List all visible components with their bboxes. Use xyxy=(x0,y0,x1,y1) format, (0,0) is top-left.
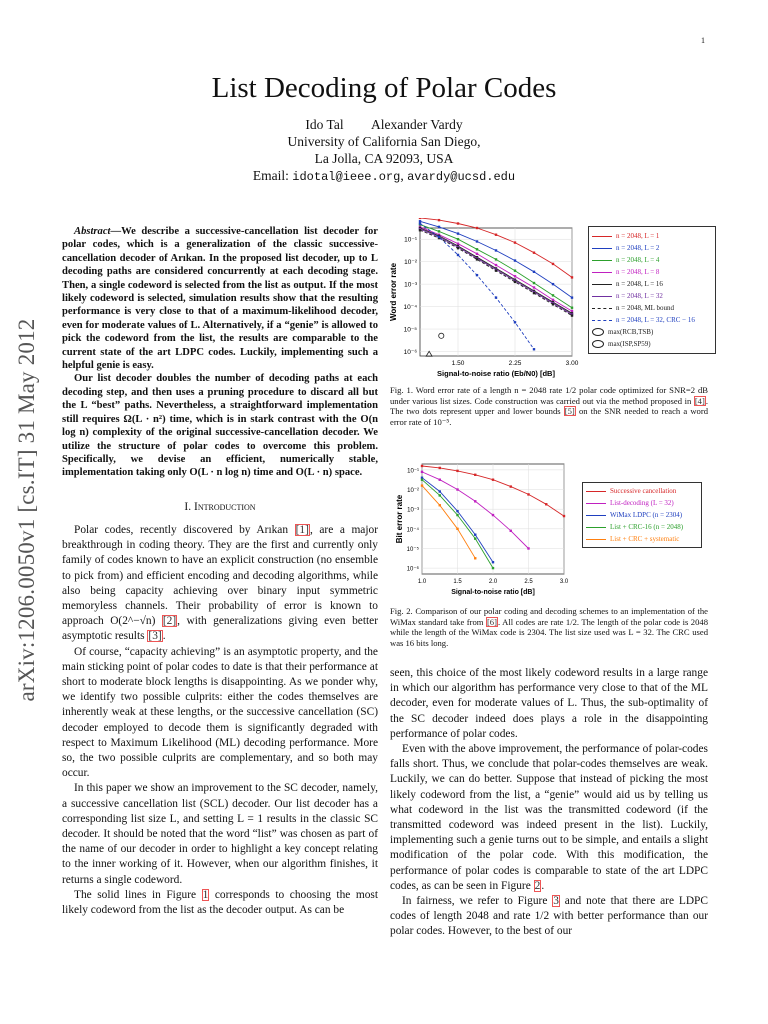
x-tick-label: 3.0 xyxy=(559,579,569,585)
data-point xyxy=(571,314,573,316)
data-point xyxy=(571,307,573,309)
data-point xyxy=(571,296,573,298)
data-point xyxy=(474,534,476,536)
citation-link[interactable]: [4] xyxy=(694,395,705,406)
abstract-lead: Abstract xyxy=(74,226,111,237)
section-heading: I. Introduction xyxy=(184,500,256,513)
series-line xyxy=(422,472,529,549)
y-tick-label: 10⁻³ xyxy=(407,507,419,514)
data-point xyxy=(421,484,423,486)
body-paragraph xyxy=(390,742,708,894)
x-tick-label: 1.0 xyxy=(417,579,427,585)
x-tick-label: 3.00 xyxy=(565,360,579,367)
legend-label: n = 2048, L = 1 xyxy=(616,232,660,240)
legend-entry xyxy=(589,266,715,278)
data-point xyxy=(439,479,441,481)
email-line xyxy=(0,167,768,186)
data-point xyxy=(457,247,459,249)
legend-entry xyxy=(589,302,715,314)
data-point xyxy=(563,515,565,517)
data-point xyxy=(527,547,529,549)
data-point xyxy=(495,269,497,271)
legend-entry xyxy=(583,533,701,545)
x-tick-label: 2.25 xyxy=(508,360,522,367)
data-point xyxy=(495,249,497,251)
legend-entry xyxy=(583,521,701,533)
data-point xyxy=(492,567,494,569)
bound-point xyxy=(426,351,432,356)
text-run: , with generalizations giving even better asymptotic results xyxy=(62,615,378,643)
plot-frame xyxy=(420,228,572,356)
text-run: on the SNR needed to reach a word error rate of 10⁻⁵. xyxy=(390,406,708,427)
legend-label: n = 2048, ML bound xyxy=(616,304,674,312)
y-tick-label: 10⁻⁵ xyxy=(406,546,419,553)
body-paragraph: Of course, “capacity achieving” is an asymptotic property, and the main sticking point of polar codes to date is that their performance at short to moderate block lengths is disappointing. As we ponder why, we identify two possible culprits: either the codes themselves are inherently weak at these lengths, or the successive cancellation (SC) decoder employed to decode them is significantly degraded with respect to Maximum Likelihood (ML) decoding performance. More so, the two possible culprits are complementary, and so both may occur. xyxy=(62,645,378,780)
x-axis-label: Signal-to-noise ratio (Eb/N0) [dB] xyxy=(437,369,555,378)
data-point xyxy=(474,557,476,559)
x-tick-label: 2.0 xyxy=(488,579,498,585)
body-paragraph: seen, this choice of the most likely codeword results in a large range in which our algorithm has performance very close to that of the ML decoder, even for moderate values of L. Thus, the sub-optimality of the SC decoder indeed does plays a role in the disappointing performance of polar codes. xyxy=(390,667,708,740)
legend-entry xyxy=(589,290,715,302)
data-point xyxy=(457,238,459,240)
text-run: . All codes are rate 1/2. The length of the polar code is 2048 while the length of the WiMax code is 2304. The list size used was L = 32. The CRC used was 16 bits long. xyxy=(390,616,708,648)
data-point xyxy=(456,470,458,472)
data-point xyxy=(438,230,440,232)
right-column xyxy=(390,666,708,940)
text-run: . xyxy=(541,879,545,892)
y-tick-label: 10⁻⁶ xyxy=(403,349,417,357)
data-point xyxy=(571,276,573,278)
legend-swatch xyxy=(586,503,606,504)
legend-label: max(RCB,TSB) xyxy=(608,328,654,336)
figure-link[interactable]: 2 xyxy=(534,879,541,892)
data-point xyxy=(476,240,478,242)
data-point xyxy=(476,258,478,260)
text-run: Fig. 1. Word error rate of a length n = 2048 rate 1/2 polar code optimized for SNR=2 dB under various list sizes. Code construction was carried out via the method proposed in xyxy=(390,385,708,406)
legend-swatch xyxy=(592,236,612,237)
legend-swatch xyxy=(592,320,612,321)
arxiv-stamp xyxy=(10,280,44,740)
legend-label: n = 2048, L = 8 xyxy=(616,268,660,276)
data-point xyxy=(421,471,423,473)
email-separator: , xyxy=(400,168,408,183)
data-point xyxy=(476,227,478,229)
citation-link[interactable]: [3] xyxy=(148,630,162,643)
data-point xyxy=(552,263,554,265)
legend-swatch xyxy=(586,539,606,540)
data-point xyxy=(476,274,478,276)
abstract-paragraph: Our list decoder doubles the number of decoding paths at each decoding step, and then uses a pruning procedure to discard all but the L “best” paths. Nevertheless, a straightforward implementation still requires Ω(L · n²) time, which is in stark contrast with the O(n log n) complexity of the original successive-cancellation decoder. We utilize the structure of polar codes to overcome this problem. Specifically, we devise an efficient, numerically stable, implementation taking only O(L · n log n) time and O(L · n) space. xyxy=(62,373,378,479)
data-point xyxy=(533,292,535,294)
author-name: Alexander Vardy xyxy=(370,117,463,132)
data-point xyxy=(438,236,440,238)
data-point xyxy=(457,254,459,256)
data-point xyxy=(439,504,441,506)
legend-entry xyxy=(589,326,715,338)
data-point xyxy=(545,503,547,505)
data-point xyxy=(514,241,516,243)
data-point xyxy=(457,222,459,224)
data-point xyxy=(438,219,440,221)
text-run: Even with the above improvement, the performance of polar-codes falls short. Thus, we conclude that polar-codes themselves are weak. Luckily, we can do better. Suppose that instead of picking the most likely codeword from the list, a “genie” would aid us by telling us what codeword in the list was the transmitted codeword (if the transmitted codeword was indeed present in the list). Luckily, implementing such a genie turns out to be simple, and entails a slight modification of the polar code. With this modification, the performance of polar codes is comparable to state of the art LDPC codes, as can be seen in Figure xyxy=(390,743,708,892)
abstract xyxy=(62,225,378,480)
data-point xyxy=(533,252,535,254)
data-point xyxy=(419,218,421,219)
y-tick-label: 10⁻⁴ xyxy=(403,304,417,312)
data-point xyxy=(533,286,535,288)
author-name: Ido Tal xyxy=(305,117,344,132)
y-tick-label: 10⁻⁵ xyxy=(403,326,417,334)
legend-entry xyxy=(589,242,715,254)
data-point xyxy=(421,479,423,481)
legend-entry xyxy=(583,497,701,509)
data-point xyxy=(474,500,476,502)
legend-swatch xyxy=(592,340,604,348)
legend-label: n = 2048, L = 2 xyxy=(616,244,660,252)
affiliation-line: University of California San Diego, xyxy=(287,134,481,149)
page-number: 1 xyxy=(701,36,705,45)
data-point xyxy=(492,479,494,481)
x-axis-label: Signal-to-noise ratio [dB] xyxy=(451,589,535,596)
legend-label: n = 2048, L = 4 xyxy=(616,256,660,264)
data-point xyxy=(457,232,459,234)
data-point xyxy=(527,493,529,495)
data-point xyxy=(456,510,458,512)
y-tick-label: 10⁻² xyxy=(404,259,417,267)
word-error-rate-chart xyxy=(384,218,584,378)
data-point xyxy=(439,467,441,469)
legend-entry xyxy=(589,230,715,242)
data-point xyxy=(514,321,516,323)
legend-label: n = 2048, L = 32, CRC − 16 xyxy=(616,316,695,324)
text-run: . xyxy=(162,630,166,643)
data-point xyxy=(476,253,478,255)
y-tick-label: 10⁻⁴ xyxy=(406,527,419,534)
data-point xyxy=(439,494,441,496)
y-tick-label: 10⁻³ xyxy=(404,281,417,289)
legend-label: Successive cancellation xyxy=(610,487,677,495)
legend-swatch xyxy=(592,328,604,336)
data-point xyxy=(533,271,535,273)
data-point xyxy=(510,485,512,487)
figure-link[interactable]: 3 xyxy=(553,895,559,908)
legend-swatch xyxy=(586,515,606,516)
legend-swatch xyxy=(592,272,612,273)
data-point xyxy=(514,275,516,277)
data-point xyxy=(492,514,494,516)
email-label: Email: xyxy=(252,168,293,183)
text-run: and note that there are LDPC codes of length 2048 and rate 1/2 with better performance than our polar codes. However, to the best of our xyxy=(390,895,708,938)
legend-entry xyxy=(583,509,701,521)
text-run: , are a major breakthrough in coding theory. They are the first and currently only family of codes known to have an explicit construction (no ensemble to pick from) and efficient encoding and decoding algorithms, while also being capacity achieving over binary input symmetric memoryless channels. Their probability of error is known to approach O(2^−√n) xyxy=(62,523,379,628)
arxiv-stamp-text: arXiv:1206.0050v1 [cs.IT] 31 May 2012 xyxy=(14,318,39,702)
data-point xyxy=(514,259,516,261)
text-run: Fig. 2. Comparison of our polar coding and decoding schemes to an implementation of the WiMax standard take from xyxy=(390,606,708,627)
text-run: corresponds to choosing the most likely codeword from the list as the decoder output. As can be xyxy=(62,888,379,916)
series-line xyxy=(420,230,572,315)
author-names xyxy=(0,116,768,133)
data-point xyxy=(514,281,516,283)
legend-label: n = 2048, L = 32 xyxy=(616,292,663,300)
citation-link[interactable]: [1] xyxy=(295,523,309,536)
x-tick-label: 1.50 xyxy=(451,360,465,367)
text-run: . The two dots represent upper and lower bounds xyxy=(390,395,708,417)
body-paragraph xyxy=(62,888,378,918)
data-point xyxy=(552,299,554,301)
data-point xyxy=(495,258,497,260)
y-tick-label: 10⁻¹ xyxy=(404,236,417,244)
data-point xyxy=(439,490,441,492)
chart-legend xyxy=(588,226,716,354)
text-run: Polar codes, recently discovered by Arıkan xyxy=(74,523,295,536)
abstract-body: —We describe a successive-cancellation list decoder for polar codes, which is a generalization of the classic successive-cancellation decoder of Arıkan. In the proposed list decoder, up to L decoding paths are considered concurrently at each decoding stage. Then, a single codeword is selected from the list as output. If the most likely codeword is selected, simulation results show that the resulting performance is very close to that of a maximum-likelihood decoder, even for moderate values of L. Alternatively, if a “genie” is allowed to pick the codeword from the list, the results are comparable to the current state of the art LDPC codes. Luckily, implementing such a helpful genie is easy. xyxy=(62,226,378,372)
legend-label: max(ISP,SP59) xyxy=(608,340,651,348)
data-point xyxy=(571,310,573,312)
data-point xyxy=(456,514,458,516)
citation-link[interactable]: [2] xyxy=(162,615,177,628)
figure-2 xyxy=(392,458,714,598)
figure-link[interactable]: 1 xyxy=(202,888,209,901)
data-point xyxy=(495,264,497,266)
legend-swatch xyxy=(586,491,606,492)
text-run: In fairness, we refer to Figure xyxy=(402,895,553,908)
email-link[interactable]: avardy@ucsd.edu xyxy=(407,170,516,184)
y-tick-label: 10⁻² xyxy=(407,488,419,495)
y-axis-label: Word error rate xyxy=(389,262,398,322)
data-point xyxy=(552,303,554,305)
author-block xyxy=(0,116,768,186)
legend-entry xyxy=(589,314,715,326)
legend-swatch xyxy=(592,260,612,261)
email-link[interactable]: idotal@ieee.org xyxy=(292,170,401,184)
figure-2-caption xyxy=(390,606,708,648)
legend-label: List + CRC-16 (n = 2048) xyxy=(610,523,684,531)
data-point xyxy=(476,248,478,250)
legend-entry xyxy=(583,485,701,497)
legend-label: List + CRC + systematic xyxy=(610,535,680,543)
data-point xyxy=(419,229,421,231)
legend-label: WiMax LDPC (n = 2304) xyxy=(610,511,683,519)
legend-swatch xyxy=(592,308,612,309)
data-point xyxy=(495,234,497,236)
legend-entry xyxy=(589,338,715,350)
data-point xyxy=(438,226,440,228)
data-point xyxy=(456,528,458,530)
data-point xyxy=(533,282,535,284)
data-point xyxy=(495,296,497,298)
data-point xyxy=(474,537,476,539)
data-point xyxy=(552,283,554,285)
y-tick-label: 10⁻¹ xyxy=(407,468,419,475)
bit-error-rate-chart xyxy=(392,458,572,598)
affiliation-line: La Jolla, CA 92093, USA xyxy=(314,151,454,166)
data-point xyxy=(474,474,476,476)
figure-1-caption xyxy=(390,385,708,427)
data-point xyxy=(552,294,554,296)
legend-swatch xyxy=(592,284,612,285)
chart-legend xyxy=(582,482,702,548)
body-paragraph: In this paper we show an improvement to the SC decoder, namely, a successive cancellation list (SCL) decoder. Our list decoder has a corresponding list size L, and setting L = 1 results in the classic SC decoder. It should be noted that the word “list” was chosen as part of the name of our decoder in order to highlight a key concept relating to the inner working of it. However, when our algorithm finishes, it returns a single codeword. xyxy=(62,782,378,886)
data-point xyxy=(456,488,458,490)
bound-point xyxy=(439,333,444,338)
figure-1 xyxy=(384,218,714,378)
paper-title: List Decoding of Polar Codes xyxy=(211,72,557,104)
legend-entry xyxy=(589,254,715,266)
legend-entry xyxy=(589,278,715,290)
legend-swatch xyxy=(592,296,612,297)
data-point xyxy=(419,220,421,222)
citation-link[interactable]: [5] xyxy=(564,406,575,417)
y-axis-label: Bit error rate xyxy=(395,494,404,544)
data-point xyxy=(421,465,423,467)
data-point xyxy=(533,348,535,350)
body-paragraph xyxy=(390,894,708,940)
data-point xyxy=(492,561,494,563)
y-tick-label: 10⁻⁶ xyxy=(406,566,419,573)
text-run: The solid lines in Figure xyxy=(74,888,202,901)
legend-swatch xyxy=(586,527,606,528)
citation-link[interactable]: [6] xyxy=(486,616,497,627)
data-point xyxy=(514,269,516,271)
legend-label: n = 2048, L = 16 xyxy=(616,280,663,288)
left-column xyxy=(62,225,378,918)
x-tick-label: 1.5 xyxy=(453,579,462,585)
data-point xyxy=(419,222,421,224)
legend-label: List-decoding (L = 32) xyxy=(610,499,674,507)
data-point xyxy=(457,243,459,245)
body-paragraph xyxy=(62,523,378,645)
legend-swatch xyxy=(592,248,612,249)
data-point xyxy=(510,530,512,532)
x-tick-label: 2.5 xyxy=(524,579,533,585)
